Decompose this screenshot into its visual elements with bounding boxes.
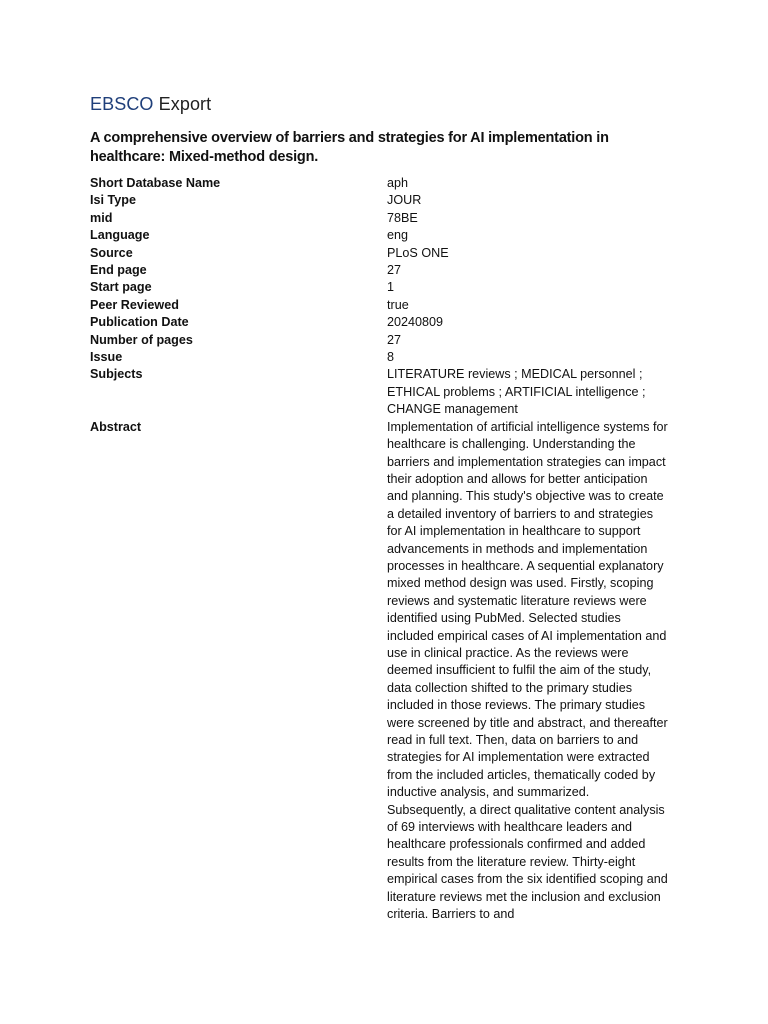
field-label: Peer Reviewed — [90, 297, 179, 312]
field-label: End page — [90, 263, 147, 278]
field-row-issue — [90, 349, 680, 366]
field-value: 27 — [387, 332, 402, 347]
field-row-isi-type — [90, 192, 680, 209]
field-value: JOUR — [387, 193, 422, 208]
field-label: Issue — [90, 350, 123, 365]
field-label: Publication Date — [90, 315, 189, 330]
field-row-mid — [90, 210, 680, 227]
field-label: Source — [90, 245, 133, 260]
field-label: Number of pages — [90, 332, 193, 347]
field-label: Language — [90, 228, 150, 243]
field-label: Isi Type — [90, 193, 136, 208]
ebsco-export-header — [90, 92, 680, 116]
record-title: A comprehensive overview of barriers and strategies for AI implementation in healthcare: Mixed-method design. — [90, 130, 609, 165]
record-fields-table — [90, 175, 680, 923]
field-value: 78BE — [387, 210, 418, 225]
field-row-peer-reviewed — [90, 297, 680, 314]
field-label: Subjects — [90, 367, 143, 382]
field-value: PLoS ONE — [387, 245, 449, 260]
field-label: mid — [90, 210, 113, 225]
field-value: true — [387, 297, 409, 312]
field-label: Abstract — [90, 419, 142, 434]
field-row-end-page — [90, 262, 680, 279]
field-row-start-page — [90, 279, 680, 296]
document-page — [90, 92, 680, 923]
field-value: LITERATURE reviews ; MEDICAL personnel ; ETHICAL problems ; ARTIFICIAL intelligence ; CHANGE management — [387, 367, 646, 417]
field-label: Start page — [90, 280, 152, 295]
field-row-source — [90, 245, 680, 262]
field-value: aph — [387, 176, 409, 190]
field-value: 8 — [387, 350, 395, 365]
abstract-text: Implementation of artificial intelligence systems for healthcare is challenging. Understanding the barriers and implementation strategies can impact their adoption and allows for better anticipation and planning. This study's objective was to create a detailed inventory of barriers to and strategies for AI implementation in healthcare to support advancements in methods and implementation processes in healthcare. A sequential explanatory mixed method design was used. Firstly, scoping reviews and systematic literature reviews were identified using PubMed. Selected studies included empirical cases of AI implementation and use in clinical practice. As the reviews were deemed insufficient to fulfil the aim of the study, data collection shifted to the primary studies included in those reviews. The primary studies were screened by title and abstract, and thereafter read in full text. Then, data on barriers to and strategies for AI implementation were extracted from the included articles, thematically coded by inductive analysis, and summarized. Subsequently, a direct qualitative content analysis of 69 interviews with healthcare leaders and healthcare professionals confirmed and added results from the literature review. Thirty-eight empirical cases from the six identified scoping and literature reviews met the inclusion and exclusion criteria. Barriers to and — [387, 419, 668, 922]
export-label: Export — [153, 94, 212, 114]
field-row-subjects — [90, 366, 680, 418]
field-row-abstract — [90, 419, 680, 924]
field-value: eng — [387, 228, 409, 243]
field-row-number-of-pages — [90, 332, 680, 349]
ebsco-logo-text: EBSCO — [90, 94, 154, 114]
field-row-language — [90, 227, 680, 244]
field-value: 1 — [387, 280, 395, 295]
field-value: 27 — [387, 263, 402, 278]
field-value: 20240809 — [387, 315, 444, 330]
field-row-short-database-name — [90, 175, 680, 192]
field-label: Short Database Name — [90, 176, 221, 190]
field-row-publication-date — [90, 314, 680, 331]
